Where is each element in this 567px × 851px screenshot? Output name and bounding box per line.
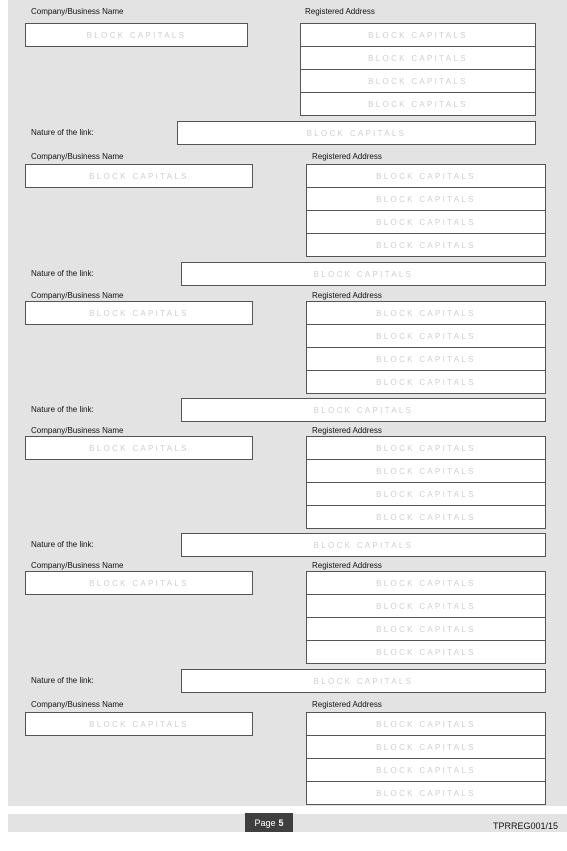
nature-of-link-label: Nature of the link: — [31, 405, 94, 414]
entry-block-2 — [0, 152, 567, 292]
nature-of-link-field[interactable]: BLOCK CAPITALS — [181, 533, 546, 557]
address-line-2-field[interactable]: BLOCK CAPITALS — [300, 46, 536, 70]
entry-block-1 — [0, 0, 567, 140]
address-line-2-field[interactable]: BLOCK CAPITALS — [306, 324, 546, 348]
page-word: Page — [254, 817, 276, 828]
address-line-1-field[interactable]: BLOCK CAPITALS — [300, 23, 536, 47]
address-line-4-field[interactable]: BLOCK CAPITALS — [306, 640, 546, 664]
address-line-3-field[interactable]: BLOCK CAPITALS — [306, 758, 546, 782]
address-line-1-field[interactable]: BLOCK CAPITALS — [306, 571, 546, 595]
company-name-field[interactable]: BLOCK CAPITALS — [25, 571, 253, 595]
entry-block-4 — [0, 426, 567, 566]
company-name-field[interactable]: BLOCK CAPITALS — [25, 436, 253, 460]
company-name-label: Company/Business Name — [31, 426, 124, 435]
company-name-field[interactable]: BLOCK CAPITALS — [25, 23, 248, 47]
company-name-field[interactable]: BLOCK CAPITALS — [25, 712, 253, 736]
company-name-label: Company/Business Name — [31, 7, 124, 16]
address-line-4-field[interactable]: BLOCK CAPITALS — [300, 92, 536, 116]
entry-block-5 — [0, 561, 567, 701]
form-reference: TPRREG001/15 — [492, 821, 558, 831]
registered-address-label: Registered Address — [312, 561, 382, 570]
address-line-2-field[interactable]: BLOCK CAPITALS — [306, 735, 546, 759]
address-line-1-field[interactable]: BLOCK CAPITALS — [306, 301, 546, 325]
address-line-1-field[interactable]: BLOCK CAPITALS — [306, 712, 546, 736]
nature-of-link-label: Nature of the link: — [31, 269, 94, 278]
address-line-3-field[interactable]: BLOCK CAPITALS — [306, 210, 546, 234]
address-line-4-field[interactable]: BLOCK CAPITALS — [306, 370, 546, 394]
nature-of-link-label: Nature of the link: — [31, 540, 94, 549]
address-line-4-field[interactable]: BLOCK CAPITALS — [306, 233, 546, 257]
address-line-3-field[interactable]: BLOCK CAPITALS — [306, 347, 546, 371]
company-name-field[interactable]: BLOCK CAPITALS — [25, 164, 253, 188]
nature-of-link-field[interactable]: BLOCK CAPITALS — [181, 262, 546, 286]
company-name-label: Company/Business Name — [31, 561, 124, 570]
company-name-label: Company/Business Name — [31, 152, 124, 161]
nature-of-link-label: Nature of the link: — [31, 676, 94, 685]
address-line-2-field[interactable]: BLOCK CAPITALS — [306, 594, 546, 618]
registered-address-label: Registered Address — [312, 291, 382, 300]
address-line-3-field[interactable]: BLOCK CAPITALS — [300, 69, 536, 93]
company-name-field[interactable]: BLOCK CAPITALS — [25, 301, 253, 325]
nature-of-link-label: Nature of the link: — [31, 128, 94, 137]
registered-address-label: Registered Address — [305, 7, 375, 16]
address-line-4-field[interactable]: BLOCK CAPITALS — [306, 505, 546, 529]
address-line-3-field[interactable]: BLOCK CAPITALS — [306, 482, 546, 506]
company-name-label: Company/Business Name — [31, 700, 124, 709]
address-line-2-field[interactable]: BLOCK CAPITALS — [306, 187, 546, 211]
address-line-1-field[interactable]: BLOCK CAPITALS — [306, 436, 546, 460]
nature-of-link-field[interactable]: BLOCK CAPITALS — [177, 121, 536, 145]
company-name-label: Company/Business Name — [31, 291, 124, 300]
address-line-1-field[interactable]: BLOCK CAPITALS — [306, 164, 546, 188]
page-indicator — [245, 813, 293, 832]
nature-of-link-field[interactable]: BLOCK CAPITALS — [181, 669, 546, 693]
registered-address-label: Registered Address — [312, 426, 382, 435]
address-line-4-field[interactable]: BLOCK CAPITALS — [306, 781, 546, 805]
address-line-3-field[interactable]: BLOCK CAPITALS — [306, 617, 546, 641]
registered-address-label: Registered Address — [312, 700, 382, 709]
entry-block-3 — [0, 291, 567, 431]
nature-of-link-field[interactable]: BLOCK CAPITALS — [181, 398, 546, 422]
page-number: 5 — [278, 817, 284, 828]
address-line-2-field[interactable]: BLOCK CAPITALS — [306, 459, 546, 483]
registered-address-label: Registered Address — [312, 152, 382, 161]
